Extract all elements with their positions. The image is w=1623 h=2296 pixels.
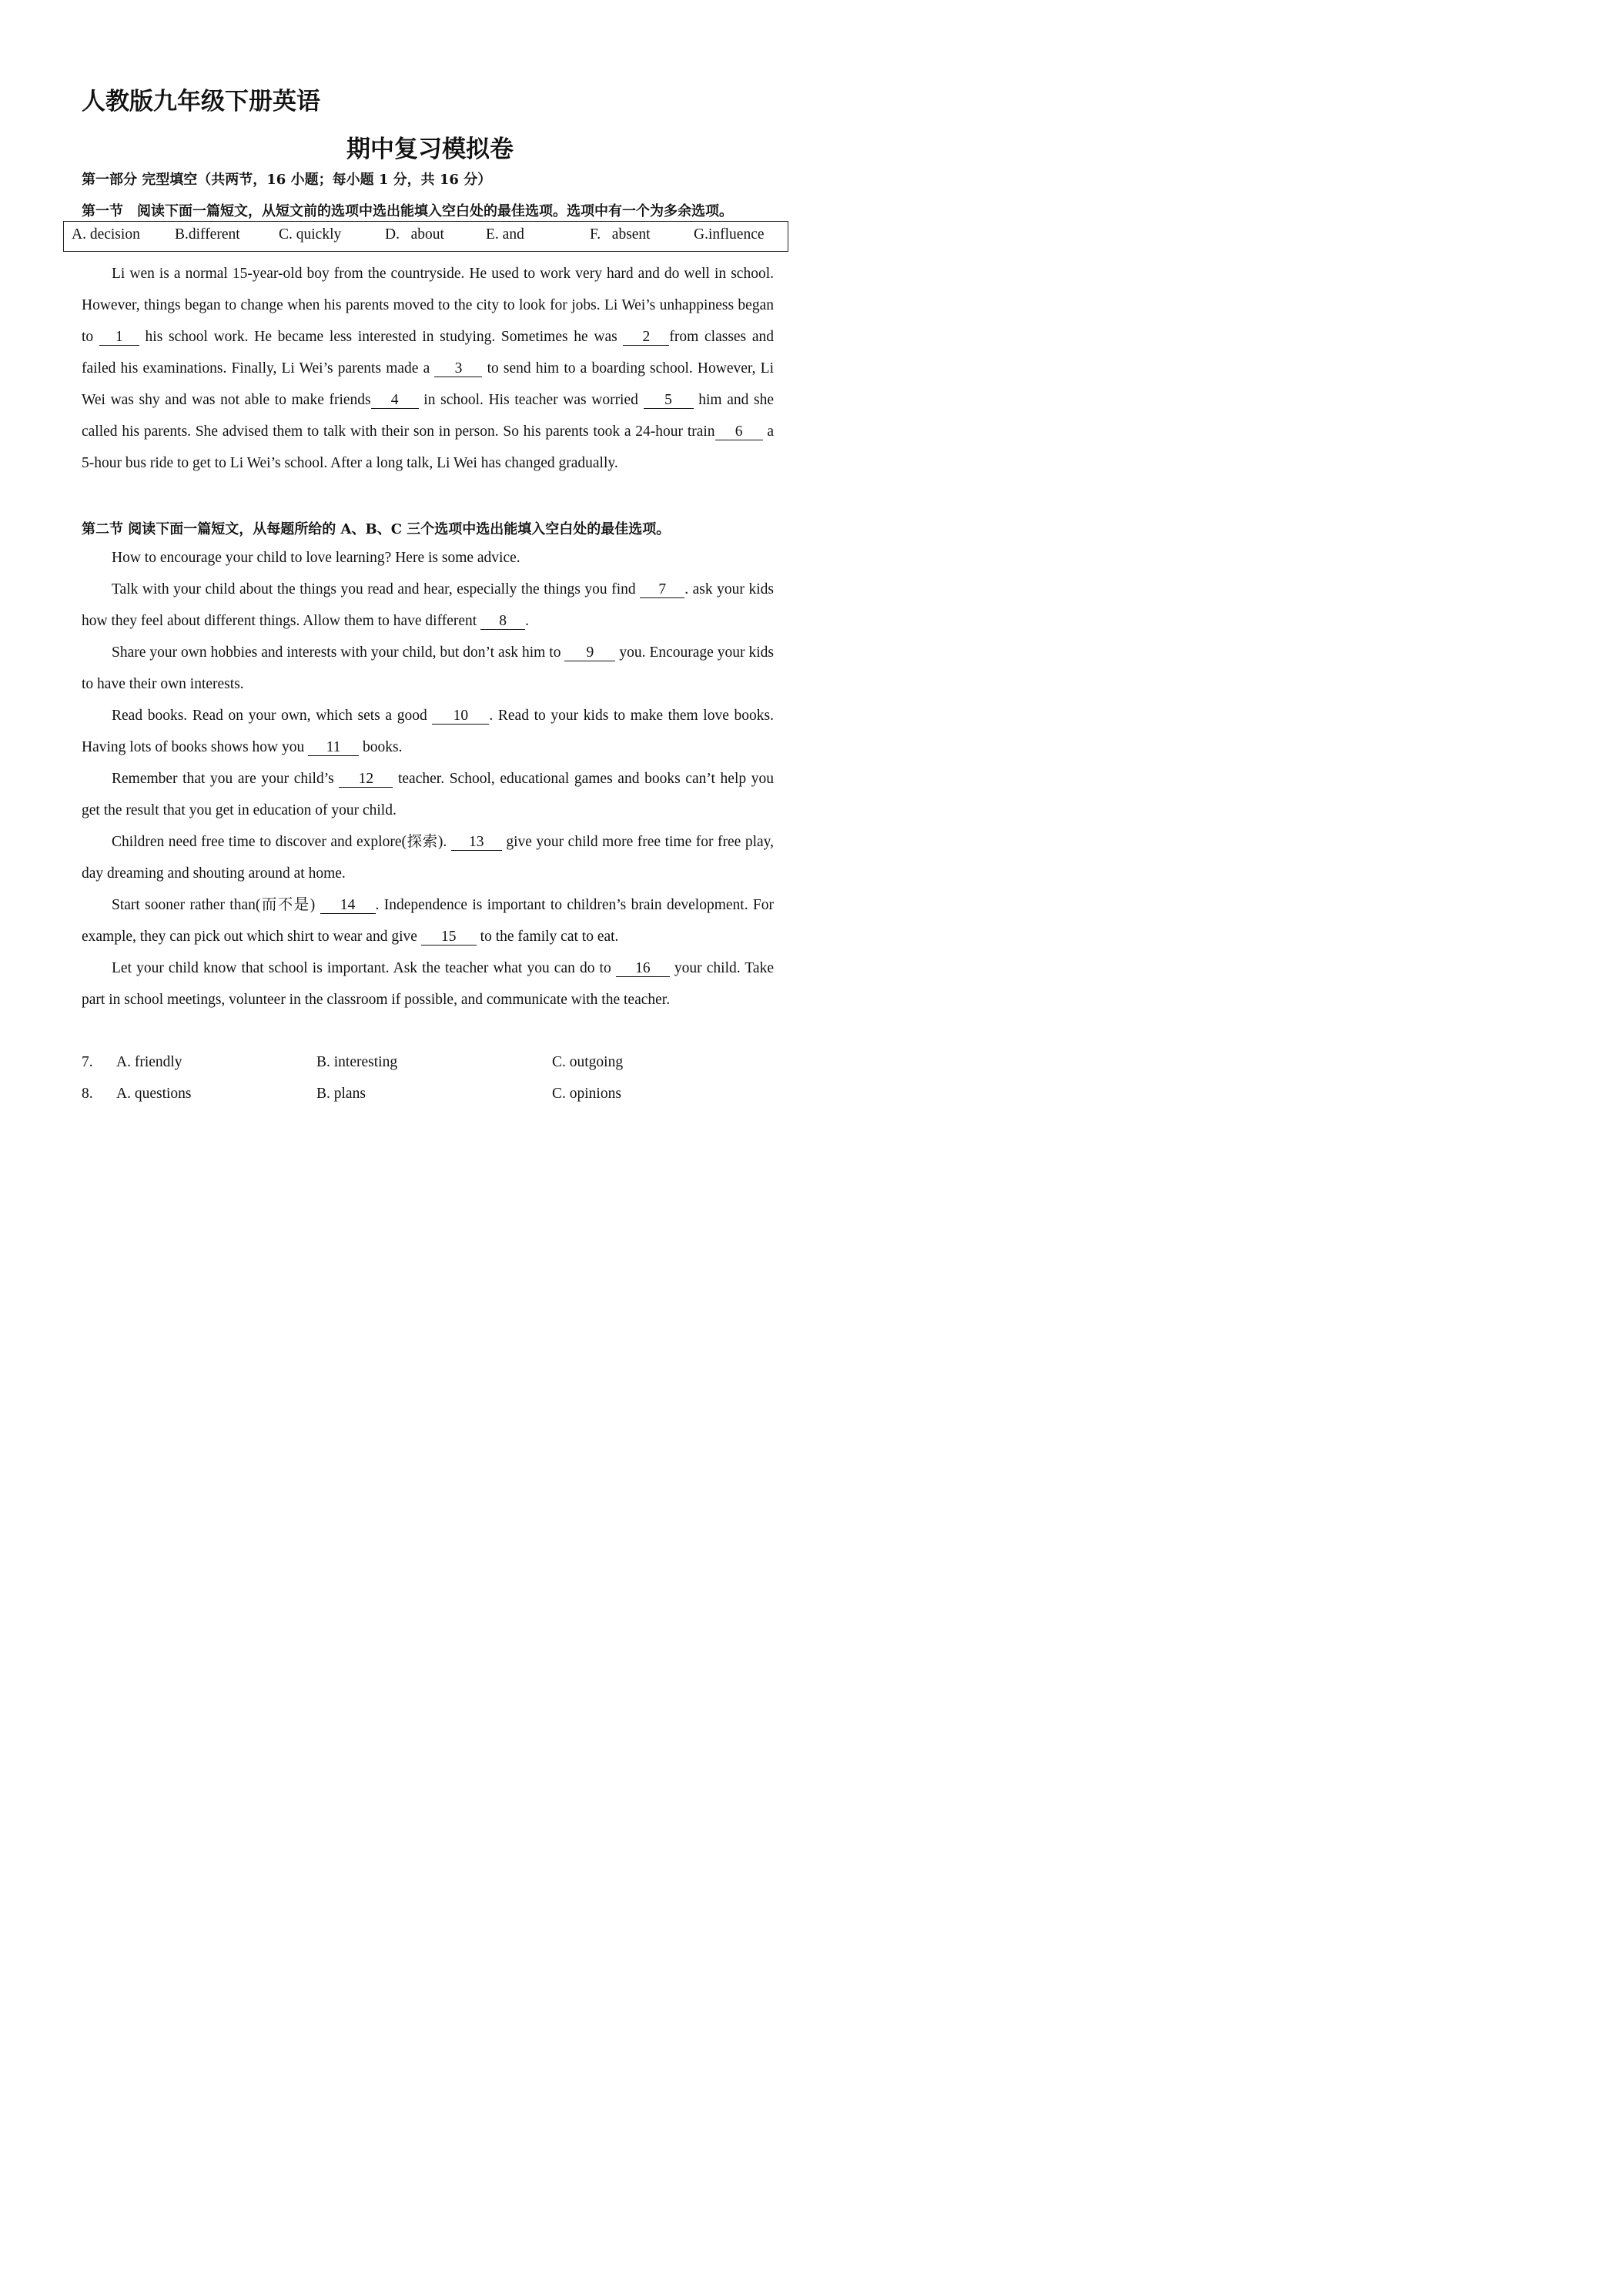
paragraph bbox=[82, 763, 774, 826]
word-option: D. about bbox=[385, 226, 444, 243]
passage-text: in school. His teacher was worried bbox=[418, 392, 644, 408]
passage-text: a 5-hour bus ride to get to Li Wei’s school. After a long talk, Li Wei has changed gradually. bbox=[82, 423, 775, 471]
passage-text: you. Encourage your kids to have their own interests. bbox=[82, 644, 774, 692]
word-option: E. and bbox=[486, 226, 524, 243]
paragraph bbox=[82, 826, 774, 889]
word-option: A. decision bbox=[72, 226, 140, 243]
section1-heading: 第一节 阅读下面一篇短文，从短文前的选项中选出能填入空白处的最佳选项。选项中有一个为多余选项。 bbox=[82, 203, 733, 219]
option-a: A. questions bbox=[116, 1086, 192, 1102]
paragraph bbox=[82, 542, 774, 574]
passage-text: Children need free time to discover and explore(探索). bbox=[112, 834, 451, 850]
exam-title: 期中复习模拟卷 bbox=[346, 136, 514, 163]
word-option: C. quickly bbox=[279, 226, 342, 243]
paragraph bbox=[82, 574, 774, 637]
answer-blank: 11 bbox=[308, 740, 359, 756]
passage-text: Share your own hobbies and interests with your child, but don’t ask him to bbox=[112, 644, 565, 661]
question-number: 8. bbox=[82, 1086, 93, 1102]
answer-blank: 8 bbox=[480, 614, 525, 630]
passage-text: to send him to a boarding school. However, Li Wei was shy and was not able to make friends bbox=[82, 360, 774, 408]
option-b: B. plans bbox=[316, 1086, 366, 1102]
option-b: B. interesting bbox=[316, 1054, 398, 1070]
paragraph bbox=[82, 637, 774, 700]
word-option: F. absent bbox=[590, 226, 651, 243]
option-c: C. opinions bbox=[552, 1086, 621, 1102]
answer-blank: 9 bbox=[564, 645, 615, 661]
passage-text: Let your child know that school is important. Ask the teacher what you can do to bbox=[112, 960, 616, 976]
answer-blank: 12 bbox=[339, 771, 393, 788]
passage-text: Talk with your child about the things you read and hear, especially the things you find bbox=[112, 581, 641, 597]
passage-text: give your child more free time for free play, day dreaming and shouting around at home. bbox=[82, 834, 774, 882]
answer-blank: 10 bbox=[432, 708, 489, 725]
passage-text: . Independence is important to children’s brain development. For example, they can pick out which shirt to wear and give bbox=[82, 897, 774, 945]
passage-text: your child. Take part in school meetings, volunteer in the classroom if possible, and communicate with the teacher. bbox=[82, 960, 774, 1008]
answer-blank: 1 bbox=[99, 330, 139, 346]
option-c: C. outgoing bbox=[552, 1054, 624, 1070]
question-number: 7. bbox=[82, 1054, 93, 1070]
paragraph bbox=[82, 952, 774, 1016]
passage-text: books. bbox=[359, 739, 403, 755]
section1-passage bbox=[82, 258, 774, 479]
answer-blank: 14 bbox=[320, 898, 376, 914]
answer-blank: 16 bbox=[616, 961, 670, 977]
passage-text: Li wen is a normal 15-year-old boy from the countryside. He used to work very hard and do well in school. However, things began to change when his parents moved to the city to look for jobs. Li Wei’s unhappiness began to bbox=[82, 266, 774, 345]
part1-heading: 第一部分 完型填空（共两节，16 小题；每小题 1 分，共 16 分） bbox=[82, 172, 492, 188]
passage-text: Remember that you are your child’s bbox=[112, 771, 340, 787]
book-title: 人教版九年级下册英语 bbox=[82, 88, 320, 115]
answer-blank: 13 bbox=[451, 835, 502, 851]
passage-text: . Read to your kids to make them love books. Having lots of books shows how you bbox=[82, 708, 774, 755]
answer-blank: 5 bbox=[644, 393, 694, 409]
passage-text: teacher. School, educational games and books can’t help you get the result that you get in education of your child. bbox=[82, 771, 775, 818]
passage-text: . bbox=[525, 613, 529, 629]
passage-text: Start sooner rather than(而不是) bbox=[112, 897, 320, 913]
word-option-box bbox=[63, 221, 788, 252]
answer-blank: 6 bbox=[715, 424, 763, 440]
section2-heading: 第二节 阅读下面一篇短文，从每题所给的 A、B、C 三个选项中选出能填入空白处的最佳选项。 bbox=[82, 521, 671, 537]
passage-text: his school work. He became less interested in studying. Sometimes he was bbox=[139, 329, 624, 345]
passage-text: How to encourage your child to love learning? Here is some advice. bbox=[112, 550, 520, 566]
paragraph bbox=[82, 889, 774, 952]
word-option: G.influence bbox=[694, 226, 765, 243]
answer-blank: 2 bbox=[623, 330, 669, 346]
word-option: B.different bbox=[175, 226, 240, 243]
passage-text: . ask your kids how they feel about different things. Allow them to have different bbox=[82, 581, 774, 629]
answer-blank: 7 bbox=[640, 582, 684, 598]
answer-blank: 4 bbox=[371, 393, 419, 409]
passage-text: to the family cat to eat. bbox=[476, 929, 619, 945]
option-a: A. friendly bbox=[116, 1054, 182, 1070]
section2-passage bbox=[82, 542, 774, 1016]
answer-blank: 3 bbox=[434, 361, 482, 377]
passage-text: from classes and failed his examinations. Finally, Li Wei’s parents made a bbox=[82, 329, 774, 377]
passage-text: him and she called his parents. She advised them to talk with their son in person. So his parents took a 24-hour train bbox=[82, 392, 774, 440]
answer-blank: 15 bbox=[421, 929, 477, 946]
paragraph bbox=[82, 700, 774, 763]
passage-text: Read books. Read on your own, which sets a good bbox=[112, 708, 433, 724]
